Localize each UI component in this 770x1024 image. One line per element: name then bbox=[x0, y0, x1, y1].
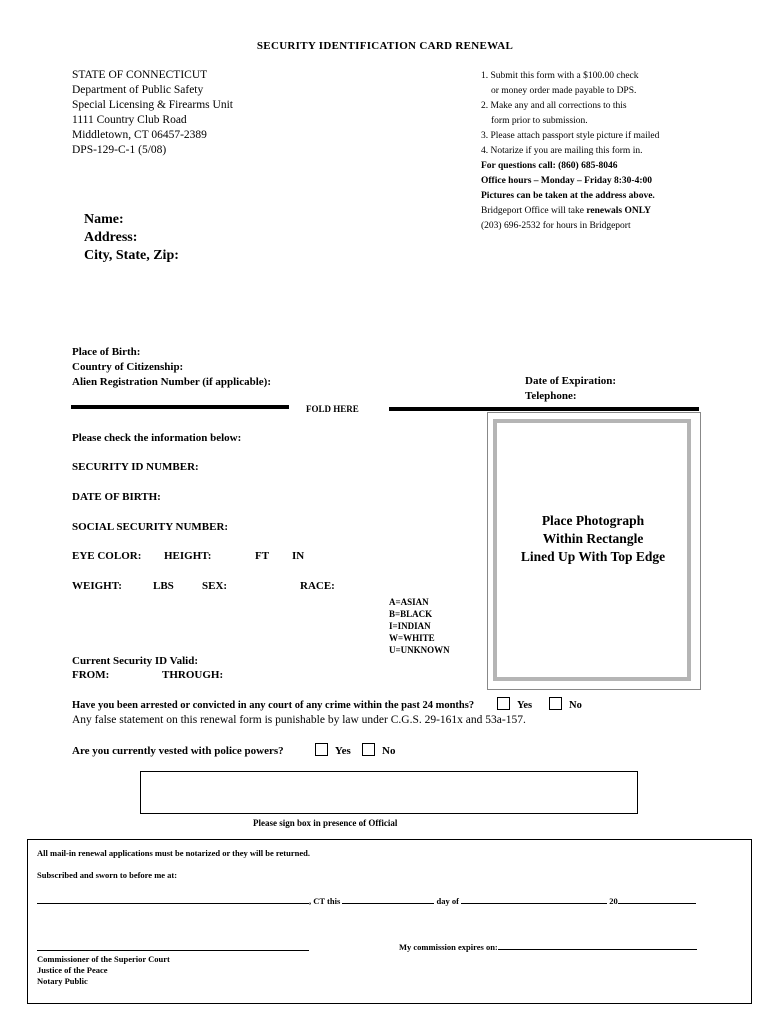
subscribed-label: Subscribed and sworn to before me at: bbox=[37, 870, 178, 880]
agency-line: STATE OF CONNECTICUT bbox=[72, 69, 208, 81]
agency-line: Special Licensing & Firearms Unit bbox=[72, 99, 233, 111]
inches-label: IN bbox=[292, 550, 305, 562]
arrest-question-row bbox=[72, 697, 582, 711]
sex-label: SEX: bbox=[202, 580, 228, 592]
day-of-label: day of bbox=[434, 896, 459, 906]
race-code: W=WHITE bbox=[389, 633, 435, 643]
country-of-citizenship-label: Country of Citizenship: bbox=[72, 361, 184, 373]
police-no-label: No bbox=[382, 745, 396, 757]
false-statement-warning: Any false statement on this renewal form is punishable by law under C.G.S. 29-161x and 53a-157. bbox=[72, 714, 526, 726]
arrest-no-label: No bbox=[569, 700, 582, 711]
location-line[interactable] bbox=[37, 894, 309, 904]
bridgeport-note bbox=[481, 204, 659, 219]
id-valid-label: Current Security ID Valid: bbox=[72, 655, 198, 667]
instructions bbox=[481, 69, 659, 234]
eye-color-label: EYE COLOR: bbox=[72, 550, 142, 562]
agency-line: Middletown, CT 06457-2389 bbox=[72, 129, 207, 141]
bridgeport-renewals: renewals ONLY bbox=[586, 206, 652, 216]
height-label: HEIGHT: bbox=[164, 550, 212, 562]
fold-line-right bbox=[389, 407, 699, 411]
photo-line: Lined Up With Top Edge bbox=[520, 549, 666, 564]
official-title: Justice of the Peace bbox=[37, 965, 108, 975]
feet-label: FT bbox=[255, 550, 270, 562]
expiration-block bbox=[525, 374, 616, 404]
birth-block bbox=[72, 345, 271, 390]
photo-line: Place Photograph bbox=[541, 513, 645, 528]
agency-line: Department of Public Safety bbox=[72, 84, 204, 96]
arrest-no-checkbox[interactable] bbox=[549, 697, 562, 710]
questions-phone: For questions call: (860) 685-8046 bbox=[481, 161, 618, 171]
ssn-label: SOCIAL SECURITY NUMBER: bbox=[72, 521, 229, 533]
commission-label: My commission expires on: bbox=[399, 942, 498, 952]
ct-this-label: , CT this bbox=[309, 896, 341, 906]
police-yes-checkbox[interactable] bbox=[315, 743, 328, 756]
official-title: Commissioner of the Superior Court bbox=[37, 954, 170, 964]
photo-line: Within Rectangle bbox=[542, 531, 644, 546]
official-signature-line[interactable] bbox=[37, 950, 309, 951]
police-question: Are you currently vested with police powers? bbox=[72, 745, 284, 757]
instruction-1-cont: or money order made payable to DPS. bbox=[491, 86, 637, 96]
mailin-note: All mail-in renewal applications must be notarized or they will be returned. bbox=[37, 848, 310, 858]
applicant-block bbox=[84, 211, 179, 265]
weight-label: WEIGHT: bbox=[72, 580, 122, 592]
month-line[interactable] bbox=[461, 894, 607, 904]
lbs-label: LBS bbox=[153, 580, 174, 592]
check-info-label: Please check the information below: bbox=[72, 432, 242, 444]
office-hours: Office hours – Monday – Friday 8:30-4:00 bbox=[481, 176, 652, 186]
day-line[interactable] bbox=[342, 894, 434, 904]
bridgeport-phone: (203) 696-2532 for hours in Bridgeport bbox=[481, 221, 631, 231]
from-label: FROM: bbox=[72, 669, 110, 681]
instruction-1: 1. Submit this form with a $100.00 check bbox=[481, 71, 639, 81]
alien-registration-label: Alien Registration Number (if applicable): bbox=[72, 376, 272, 388]
year-line[interactable] bbox=[618, 894, 696, 904]
telephone-label: Telephone: bbox=[525, 390, 577, 402]
race-codes bbox=[389, 596, 450, 656]
through-label: THROUGH: bbox=[162, 669, 224, 681]
official-title: Notary Public bbox=[37, 976, 88, 986]
race-code: A=ASIAN bbox=[389, 597, 429, 607]
date-of-birth-label: DATE OF BIRTH: bbox=[72, 491, 161, 503]
signature-box[interactable] bbox=[140, 771, 638, 814]
agency-line: 1111 Country Club Road bbox=[72, 114, 187, 126]
race-code: B=BLACK bbox=[389, 609, 433, 619]
arrest-yes-label: Yes bbox=[516, 700, 533, 711]
fold-here-label: FOLD HERE bbox=[306, 404, 359, 414]
commission-row bbox=[399, 940, 697, 952]
bridgeport-text: Bridgeport Office will take bbox=[481, 206, 587, 216]
official-titles bbox=[37, 954, 170, 987]
agency-address bbox=[72, 68, 233, 158]
race-label: RACE: bbox=[300, 580, 335, 592]
security-id-label: SECURITY ID NUMBER: bbox=[72, 461, 199, 473]
commission-line[interactable] bbox=[498, 940, 697, 950]
place-of-birth-label: Place of Birth: bbox=[72, 346, 141, 358]
police-yes-label: Yes bbox=[334, 745, 351, 757]
form-title: SECURITY IDENTIFICATION CARD RENEWAL bbox=[256, 40, 514, 52]
notary-location-row bbox=[37, 894, 696, 906]
race-code: I=INDIAN bbox=[389, 621, 431, 631]
signature-note: Please sign box in presence of Official bbox=[253, 818, 398, 828]
instruction-2: 2. Make any and all corrections to this bbox=[481, 101, 627, 111]
date-of-expiration-label: Date of Expiration: bbox=[525, 375, 617, 387]
fold-line-left bbox=[71, 405, 289, 409]
notary-section bbox=[27, 839, 752, 1004]
instruction-3: 3. Please attach passport style picture if mailed bbox=[481, 131, 660, 141]
police-no-checkbox[interactable] bbox=[362, 743, 375, 756]
form-number: DPS-129-C-1 (5/08) bbox=[72, 144, 167, 156]
instruction-4: 4. Notarize if you are mailing this form in. bbox=[481, 146, 643, 156]
race-code: U=UNKNOWN bbox=[389, 645, 450, 655]
police-question-row bbox=[72, 743, 395, 757]
year-prefix: 20 bbox=[609, 896, 618, 906]
city-state-zip-label: City, State, Zip: bbox=[84, 248, 179, 263]
name-label: Name: bbox=[84, 212, 124, 227]
address-label: Address: bbox=[84, 230, 138, 245]
photo-instructions bbox=[487, 512, 699, 566]
pictures-note: Pictures can be taken at the address above. bbox=[481, 191, 655, 201]
instruction-2-cont: form prior to submission. bbox=[491, 116, 588, 126]
arrest-question: Have you been arrested or convicted in any court of any crime within the past 24 months? bbox=[72, 700, 475, 711]
arrest-yes-checkbox[interactable] bbox=[497, 697, 510, 710]
